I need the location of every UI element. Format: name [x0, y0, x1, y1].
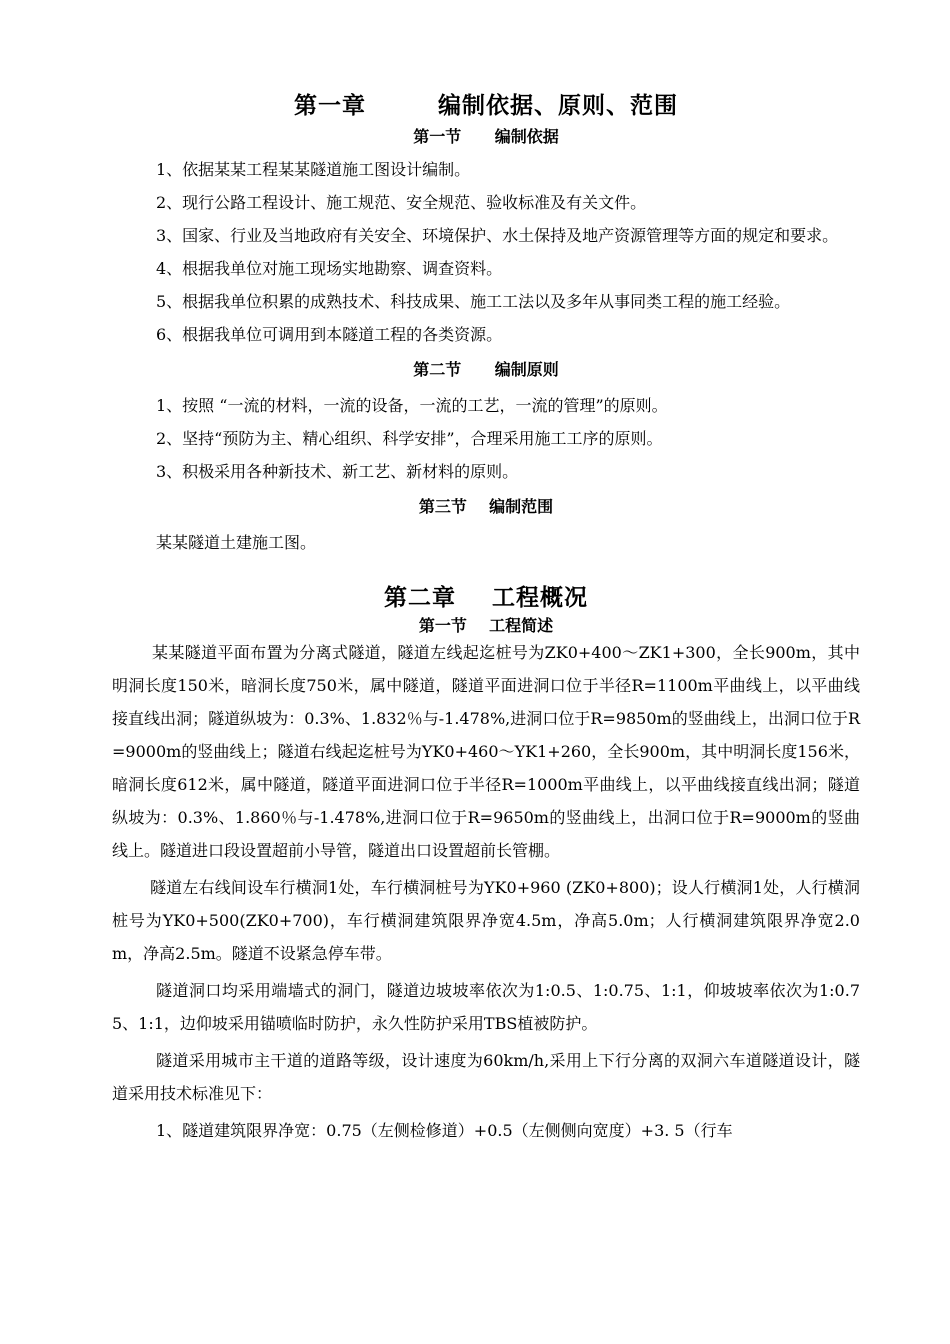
overview-paragraph-2: 隧道左右线间设车行横洞1处，车行横洞桩号为YK0+960 (ZK0+800)；设人行横洞1处，人行横洞桩号为YK0+500(ZK0+700)，车行横洞建筑限界净宽4.5m，净高5.0m；人行横洞建筑限界净宽2.0m，净高2.5m。隧道不设紧急停车带。	[112, 878, 860, 963]
chapter-1-section-1-title: 第一节 编制依据	[413, 127, 559, 146]
principle-item-1: 1、按照 “一流的材料，一流的设备，一流的工艺，一流的管理”的原则。	[156, 396, 668, 415]
overview-paragraph-1: 某某隧道平面布置为分离式隧道，隧道左线起迄桩号为ZK0+400～ZK1+300，全长900m，其中明洞长度150米，暗洞长度750米，属中隧道，隧道平面进洞口位于半径R=1100m平曲线上，以平曲线接直线出洞；隧道纵坡为：0.3%、1.832％与-1.478%,进洞口位于R=9850m的竖曲线上，出洞口位于R=9000m的竖曲线上；隧道右线起迄桩号为YK0+460～YK1+260，全长900m，其中明洞长度156米，暗洞长度612米，属中隧道，隧道平面进洞口位于半径R=1000m平曲线上，以平曲线接直线出洞；隧道纵坡为：0.3%、1.860％与-1.478%,进洞口位于R=9650m的竖曲线上，出洞口位于R=9000m的竖曲线上。隧道进口段设置超前小导管，隧道出口设置超前长管棚。	[112, 643, 860, 860]
chapter-2-title: 第二章 工程概况	[383, 585, 589, 611]
principle-item-2: 2、坚持“预防为主、精心组织、科学安排”，合理采用施工工序的原则。	[156, 429, 663, 448]
overview-paragraph-4: 隧道采用城市主干道的道路等级，设计速度为60km/h,采用上下行分离的双洞六车道隧道设计，隧道采用技术标准见下：	[112, 1051, 860, 1103]
chapter-2-section-1-title: 第一节 工程简述	[418, 616, 554, 635]
basis-item-5: 5、根据我单位积累的成熟技术、科技成果、施工工法以及多年从事同类工程的施工经验。	[156, 292, 791, 311]
chapter-1-section-2-title: 第二节 编制原则	[413, 360, 559, 379]
basis-item-6: 6、根据我单位可调用到本隧道工程的各类资源。	[156, 325, 503, 344]
chapter-1-title: 第一章 编制依据、原则、范围	[293, 93, 679, 119]
principle-item-3: 3、积极采用各种新技术、新工艺、新材料的原则。	[156, 462, 519, 481]
basis-item-4: 4、根据我单位对施工现场实地勘察、调查资料。	[156, 259, 503, 278]
chapter-1-section-3-title: 第三节 编制范围	[418, 497, 554, 516]
document-page	[112, 78, 860, 1147]
basis-item-2: 2、现行公路工程设计、施工规范、安全规范、验收标准及有关文件。	[156, 193, 647, 212]
standard-item-1: 1、隧道建筑限界净宽：0.75（左侧检修道）+0.5（左侧侧向宽度）+3. 5（行车	[156, 1121, 733, 1140]
overview-paragraph-3: 隧道洞口均采用端墙式的洞门，隧道边坡坡率依次为1:0.5、1:0.75、1:1，仰坡坡率依次为1:0.75、1:1，边仰坡采用锚喷临时防护，永久性防护采用TBS植被防护。	[112, 981, 860, 1033]
basis-item-3: 3、国家、行业及当地政府有关安全、环境保护、水土保持及地产资源管理等方面的规定和要求。	[156, 226, 839, 245]
scope-item-1: 某某隧道土建施工图。	[156, 533, 317, 552]
basis-item-1: 1、依据某某工程某某隧道施工图设计编制。	[156, 160, 471, 179]
